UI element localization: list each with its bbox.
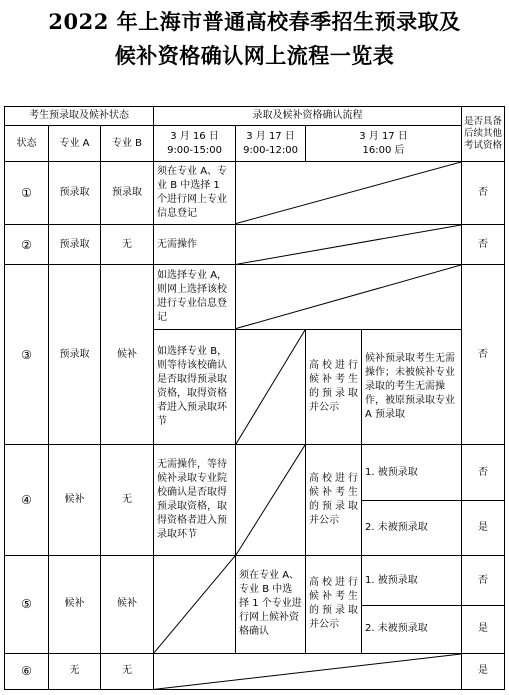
time-2: 9:00-12:00 (243, 144, 298, 156)
not-applicable-cell (236, 265, 462, 330)
qualification-value: 否 (462, 265, 505, 445)
major-a-status: 预录取 (49, 162, 101, 225)
status-number: ① (5, 162, 49, 225)
major-b-status: 无 (101, 653, 154, 689)
table-row (5, 224, 505, 264)
outcome-not-admitted: 2. 未被预录取 (362, 606, 462, 653)
date-1: 3 月 16 日 (170, 130, 219, 142)
not-applicable-cell (236, 444, 306, 555)
qualification-header: 是否具备后续其他考试资格 (462, 107, 505, 162)
table-row (5, 653, 505, 689)
qualification-value: 否 (462, 555, 505, 605)
status-col-header: 状态 (5, 126, 49, 162)
major-b-status: 预录取 (101, 162, 154, 225)
major-b-col-header: 专业 B (101, 126, 154, 162)
process-step-text: 须在专业 A、专业 B 中选择 1 个专业进行网上候补资格确认 (236, 555, 306, 653)
date-col-2 (236, 126, 306, 162)
page-title-line-2: 候补资格确认网上流程一览表 (114, 43, 395, 68)
qualification-value: 是 (462, 606, 505, 653)
table-row (5, 444, 505, 500)
not-applicable-cell (236, 329, 306, 444)
outcome-admitted: 1. 被预录取 (362, 555, 462, 605)
major-a-status: 无 (49, 653, 101, 689)
major-b-status: 候补 (101, 555, 154, 653)
college-publish-text: 高校进行候补考生的预录取并公示 (306, 555, 362, 653)
not-applicable-cell (154, 555, 236, 653)
not-applicable-cell (154, 653, 462, 689)
time-1: 9:00-15:00 (167, 144, 222, 156)
process-step-text: 无需操作 (154, 224, 236, 264)
not-applicable-cell (236, 224, 462, 264)
process-step-text-b: 如选择专业 B，则等待该校确认是否取得预录取资格，取得资格者进入预录取环节 (154, 329, 236, 444)
table-row (5, 162, 505, 225)
table-row (5, 265, 505, 330)
major-b-status: 候补 (101, 265, 154, 445)
qualification-value: 否 (462, 162, 505, 225)
process-step-text: 无需操作，等待候补录取专业院校确认是否取得预录取资格，取得资格者进入预录取环节 (154, 444, 236, 555)
status-group-header: 考生预录取及候补状态 (5, 107, 154, 126)
qualification-value: 是 (462, 653, 505, 689)
page-title-line-1: 2022 年上海市普通高校春季招生预录取及 (48, 9, 461, 34)
date-2: 3 月 17 日 (246, 130, 295, 142)
final-outcome-text: 候补预录取考生无需操作；未被候补专业录取的考生无需操作，被原预录取专业 A 预录取 (362, 329, 462, 444)
process-step-text-a: 如选择专业 A，则网上选择该校进行专业信息登记 (154, 265, 236, 330)
not-applicable-cell (236, 162, 462, 225)
process-table (4, 106, 505, 690)
qualification-value: 否 (462, 224, 505, 264)
major-b-status: 无 (101, 444, 154, 555)
major-a-status: 预录取 (49, 265, 101, 445)
process-group-header: 录取及候补资格确认流程 (154, 107, 462, 126)
major-a-status: 候补 (49, 555, 101, 653)
status-number: ⑤ (5, 555, 49, 653)
time-3: 16:00 后 (362, 144, 405, 156)
qualification-value: 否 (462, 444, 505, 500)
college-publish-text: 高校进行候补考生的预录取并公示 (306, 329, 362, 444)
major-a-status: 候补 (49, 444, 101, 555)
major-a-status: 预录取 (49, 224, 101, 264)
status-number: ⑥ (5, 653, 49, 689)
process-step-text: 须在专业 A、专业 B 中选择 1 个进行网上专业信息登记 (154, 162, 236, 225)
qualification-value: 是 (462, 501, 505, 555)
date-col-3 (306, 126, 462, 162)
status-number: ④ (5, 444, 49, 555)
date-3: 3 月 17 日 (359, 130, 408, 142)
table-row (5, 555, 505, 605)
status-number: ② (5, 224, 49, 264)
status-number: ③ (5, 265, 49, 445)
major-a-col-header: 专业 A (49, 126, 101, 162)
outcome-admitted: 1. 被预录取 (362, 444, 462, 500)
date-col-1 (154, 126, 236, 162)
major-b-status: 无 (101, 224, 154, 264)
outcome-not-admitted: 2. 未被预录取 (362, 501, 462, 555)
college-publish-text: 高校进行候补考生的预录取并公示 (306, 444, 362, 555)
